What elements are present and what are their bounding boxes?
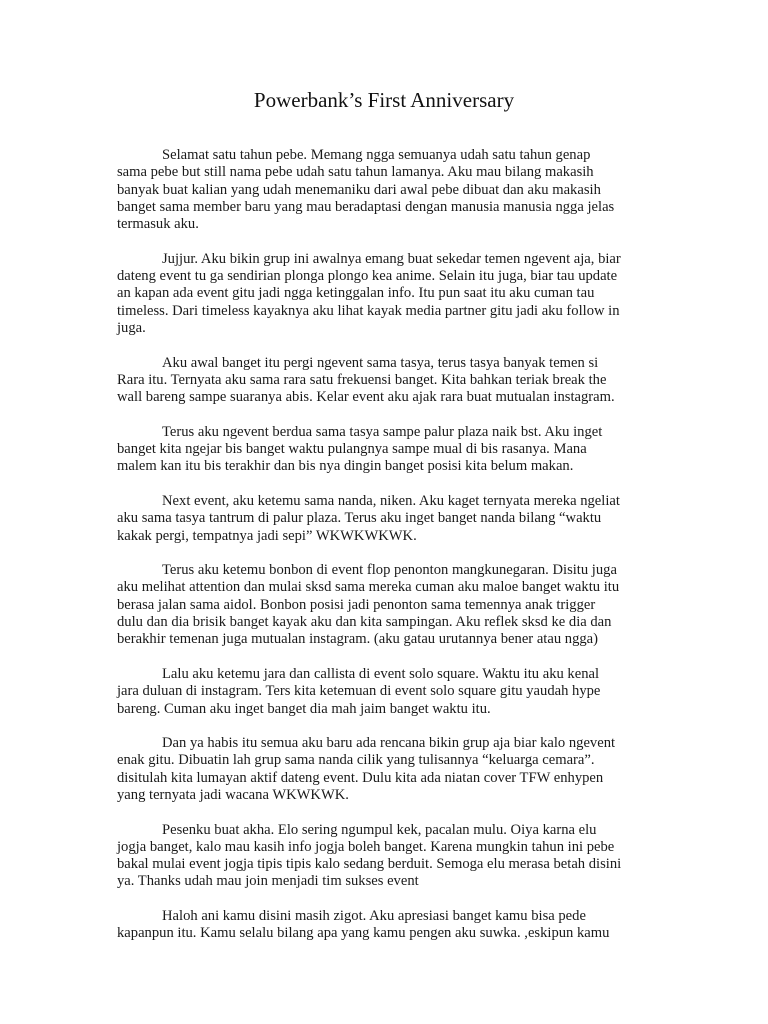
document-title: Powerbank’s First Anniversary	[253, 88, 515, 112]
paragraph-line: Next event, aku ketemu sama nanda, niken. Aku kaget ternyata mereka ngeliat	[162, 492, 620, 509]
paragraph	[117, 147, 657, 233]
paragraph	[117, 251, 657, 337]
paragraph-line: Lalu aku ketemu jara dan callista di event solo square. Waktu itu aku kenal	[162, 665, 600, 682]
paragraph-line: Rara itu. Ternyata aku sama rara satu frekuensi banget. Kita bahkan teriak break the	[117, 371, 607, 388]
paragraph-line: dulu dan dia brisik banget kayak aku dan kita sampingan. Aku reflek sksd ke dia dan	[117, 614, 612, 631]
paragraph-line: aku melihat attention dan mulai sksd sama mereka cuman aku maloe banget waktu itu	[117, 579, 620, 596]
paragraph-line: sama pebe but still nama pebe udah satu tahun lamanya. Aku mau bilang makasih	[117, 164, 594, 181]
paragraph	[117, 666, 657, 718]
paragraph-line: yang ternyata jadi wacana WKWKWK.	[117, 786, 349, 803]
paragraph-line: timeless. Dari timeless kayaknya aku lihat kayak media partner gitu jadi aku follow in	[117, 302, 620, 319]
paragraph-line: Terus aku ngevent berdua sama tasya sampe palur plaza naik bst. Aku inget	[162, 423, 603, 440]
paragraph	[117, 424, 657, 476]
paragraph	[117, 355, 657, 407]
paragraph-line: Haloh ani kamu disini masih zigot. Aku apresiasi banget kamu bisa pede	[162, 908, 586, 925]
paragraph	[117, 735, 657, 804]
paragraph-line: kakak pergi, tempatnya jadi sepi” WKWKWKWK.	[117, 527, 417, 544]
paragraph-line: Terus aku ketemu bonbon di event flop penonton mangkunegaran. Disitu juga	[162, 562, 617, 579]
paragraph-line: bakal mulai event jogja tipis tipis kalo sedang berduit. Semoga elu merasa betah disini	[117, 856, 622, 873]
paragraph-line: dateng event tu ga sendirian plonga plongo kea anime. Selain itu juga, biar tau update	[117, 268, 618, 285]
paragraph-line: Pesenku buat akha. Elo sering ngumpul kek, pacalan mulu. Oiya karna elu	[162, 821, 597, 838]
paragraph-line: jara duluan di instagram. Ters kita ketemuan di event solo square gitu yaudah hype	[117, 683, 601, 700]
paragraph-line: bareng. Cuman aku inget banget dia mah jaim banget waktu itu.	[117, 700, 491, 717]
paragraph	[117, 822, 657, 891]
paragraph-line: juga.	[117, 319, 146, 336]
paragraph-line: banget kita ngejar bis banget waktu pulangnya sampe mual di bis rasanya. Mana	[117, 441, 587, 458]
paragraph-line: wall bareng sampe suaranya abis. Kelar event aku ajak rara buat mutualan instagram.	[117, 389, 615, 406]
paragraph-line: malem kan itu bis terakhir dan bis nya dingin banget posisi kita belum makan.	[117, 458, 574, 475]
paragraph-line: disitulah kita lumayan aktif dateng event. Dulu kita ada niatan cover TFW enhypen	[117, 769, 604, 786]
paragraph-line: ya. Thanks udah mau join menjadi tim sukses event	[117, 873, 419, 890]
paragraph-line: Selamat satu tahun pebe. Memang ngga semuanya udah satu tahun genap	[162, 147, 591, 163]
paragraph	[117, 562, 657, 648]
paragraph-line: berakhir temenan juga mutualan instagram. (aku gatau urutannya bener atau ngga)	[117, 631, 598, 648]
document-body	[117, 147, 657, 960]
paragraph-line: termasuk aku.	[117, 216, 199, 233]
paragraph-line: berasa jalan sama aidol. Bonbon posisi jadi penonton sama temennya anak trigger	[117, 596, 596, 613]
paragraph-line: Jujjur. Aku bikin grup ini awalnya emang buat sekedar temen ngevent aja, biar	[162, 250, 621, 267]
paragraph-line: banget sama member baru yang mau beradaptasi dengan manusia manusia ngga jelas	[117, 198, 615, 215]
paragraph-line: an kapan ada event gitu jadi ngga ketinggalan info. Itu pun saat itu aku cuman tau	[117, 285, 595, 302]
paragraph	[117, 493, 657, 545]
paragraph-line: Aku awal banget itu pergi ngevent sama tasya, terus tasya banyak temen si	[162, 354, 599, 371]
paragraph-line: aku sama tasya tantrum di palur plaza. Terus aku inget banget nanda bilang “waktu	[117, 510, 602, 527]
paragraph	[117, 908, 657, 943]
paragraph-line: enak gitu. Dibuatin lah grup sama nanda cilik yang tulisannya “keluarga cemara”.	[117, 752, 595, 769]
paragraph-line: jogja banget, kalo mau kasih info jogja boleh banget. Karena mungkin tahun ini pebe	[117, 838, 615, 855]
paragraph-line: banyak buat kalian yang udah menemaniku dari awal pebe dibuat dan aku makasih	[117, 181, 601, 198]
paragraph-line: Dan ya habis itu semua aku baru ada rencana bikin grup aja biar kalo ngevent	[162, 735, 616, 752]
paragraph-line: kapanpun itu. Kamu selalu bilang apa yang kamu pengen aku suwka. ,eskipun kamu	[117, 925, 610, 942]
